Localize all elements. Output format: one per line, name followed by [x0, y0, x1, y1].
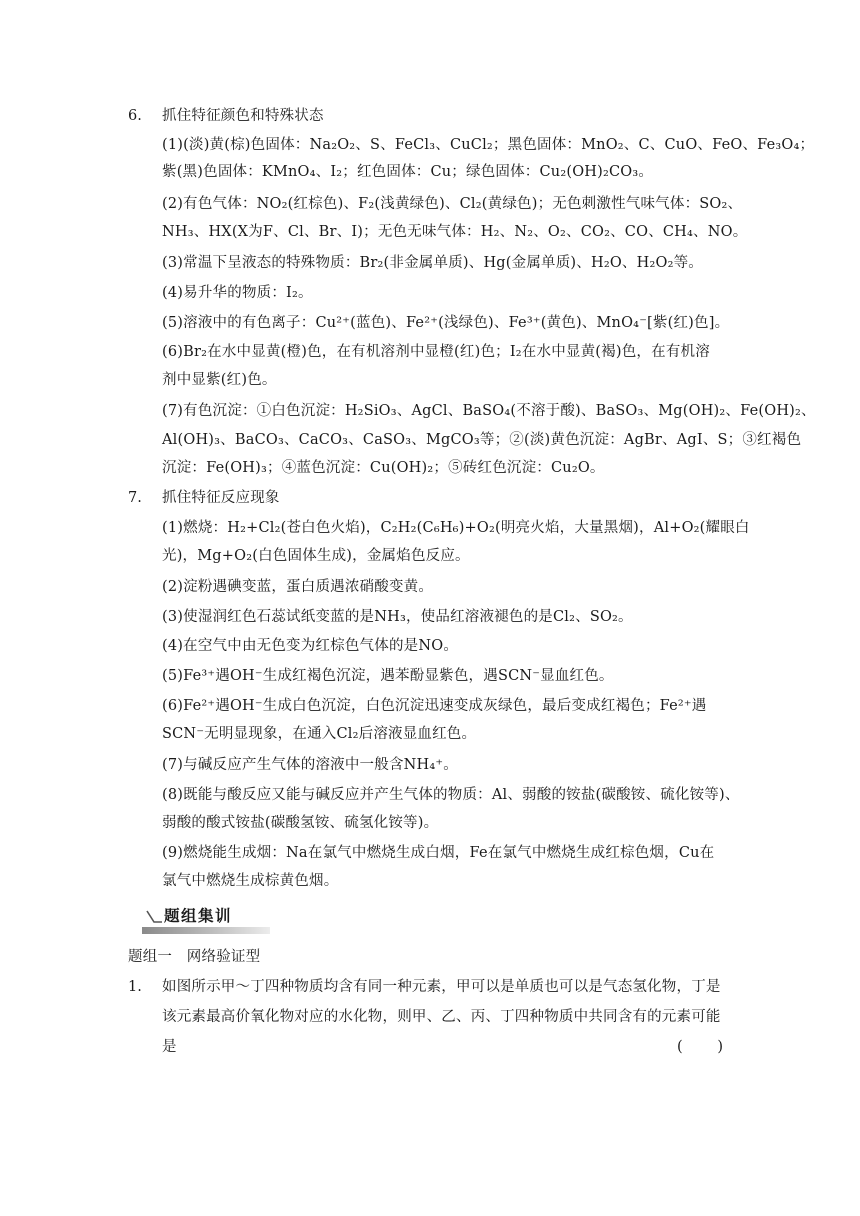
section6-line-3: (2)有色气体：NO₂(红棕色)、F₂(浅黄绿色)、Cl₂(黄绿色)；无色刺激性气味气体：SO₂、: [162, 196, 743, 212]
banner-title: 题组集训: [164, 907, 233, 925]
section7-line-13: 氯气中燃烧生成棕黄色烟。: [162, 873, 339, 889]
question1-line-3: 是: [162, 1039, 177, 1055]
section6-line-7: (5)溶液中的有色离子：Cu²⁺(蓝色)、Fe²⁺(浅绿色)、Fe³⁺(黄色)、MnO₄⁻[紫(红)色]。: [162, 315, 730, 331]
answer-paren-open: (: [677, 1039, 683, 1055]
section7-heading: 抓住特征反应现象: [162, 490, 280, 506]
section7-line-9: (7)与碱反应产生气体的溶液中一般含NH₄⁺。: [162, 757, 458, 773]
answer-paren-close: ): [717, 1039, 723, 1055]
section6-line-1: (1)(淡)黄(棕)色固体：Na₂O₂、S、FeCl₃、CuCl₂；黑色固体：MnO₂、C、CuO、FeO、Fe₃O₄；: [162, 137, 815, 153]
section-banner: [142, 906, 270, 934]
section6-line-6: (4)易升华的物质：I₂。: [162, 285, 313, 301]
section6-line-4: NH₃、HX(X为F、Cl、Br、I)；无色无味气体：H₂、N₂、O₂、CO₂、CO、CH₄、NO。: [162, 224, 748, 240]
question1-line-1: 如图所示甲～丁四种物质均含有同一种元素，甲可以是单质也可以是气态氢化物，丁是: [162, 979, 721, 995]
section7-line-6: (5)Fe³⁺遇OH⁻生成红褐色沉淀，遇苯酚显紫色，遇SCN⁻显血红色。: [162, 668, 614, 684]
section7-line-7: (6)Fe²⁺遇OH⁻生成白色沉淀，白色沉淀迅速变成灰绿色，最后变成红褐色；Fe²⁺遇: [162, 698, 707, 714]
banner-underline: [142, 927, 270, 934]
section7-line-8: SCN⁻无明显现象，在通入Cl₂后溶液显血红色。: [162, 726, 477, 742]
section6-number: 6.: [128, 108, 142, 124]
section6-line-12: 沉淀：Fe(OH)₃；④蓝色沉淀：Cu(OH)₂；⑤砖红色沉淀：Cu₂O。: [162, 460, 605, 476]
question1-number: 1.: [128, 979, 142, 995]
section6-line-2: 紫(黑)色固体：KMnO₄、I₂；红色固体：Cu；绿色固体：Cu₂(OH)₂CO₃。: [162, 164, 654, 180]
section6-line-5: (3)常温下呈液态的特殊物质：Br₂(非金属单质)、Hg(金属单质)、H₂O、H₂O₂等。: [162, 255, 703, 271]
section7-line-12: (9)燃烧能生成烟：Na在氯气中燃烧生成白烟，Fe在氯气中燃烧生成红棕色烟，Cu在: [162, 845, 715, 861]
section7-line-1: (1)燃烧：H₂+Cl₂(苍白色火焰)，C₂H₂(C₆H₆)+O₂(明亮火焰，大量黑烟)，Al+O₂(耀眼白: [162, 520, 750, 536]
answer-blank[interactable]: [677, 1037, 723, 1057]
section7-line-4: (3)使湿润红色石蕊试纸变蓝的是NH₃，使品红溶液褪色的是Cl₂、SO₂。: [162, 609, 633, 625]
section7-line-3: (2)淀粉遇碘变蓝，蛋白质遇浓硝酸变黄。: [162, 579, 434, 595]
section6-line-9: 剂中显紫(红)色。: [162, 372, 277, 388]
section7-line-10: (8)既能与酸反应又能与碱反应并产生气体的物质：Al、弱酸的铵盐(碳酸铵、硫化铵等)、: [162, 787, 740, 803]
section6-line-11: Al(OH)₃、BaCO₃、CaCO₃、CaSO₃、MgCO₃等；②(淡)黄色沉淀：AgBr、AgI、S；③红褐色: [162, 432, 802, 448]
section6-line-10: (7)有色沉淀：①白色沉淀：H₂SiO₃、AgCl、BaSO₄(不溶于酸)、BaSO₃、Mg(OH)₂、Fe(OH)₂、: [162, 403, 816, 419]
question1-line-2: 该元素最高价氧化物对应的水化物，则甲、乙、丙、丁四种物质中共同含有的元素可能: [162, 1009, 721, 1025]
section7-line-2: 光)，Mg+O₂(白色固体生成)，金属焰色反应。: [162, 548, 470, 564]
group1-label: 题组一 网络验证型: [128, 949, 261, 965]
section6-heading: 抓住特征颜色和特殊状态: [162, 108, 324, 124]
section6-line-8: (6)Br₂在水中显黄(橙)色，在有机溶剂中显橙(红)色；I₂在水中显黄(褐)色，在有机溶: [162, 344, 710, 360]
section7-line-5: (4)在空气中由无色变为红棕色气体的是NO。: [162, 638, 459, 654]
section7-line-11: 弱酸的酸式铵盐(碳酸氢铵、硫氢化铵等)。: [162, 815, 439, 831]
section7-number: 7.: [128, 490, 142, 506]
arrow-check-icon: [145, 908, 163, 926]
